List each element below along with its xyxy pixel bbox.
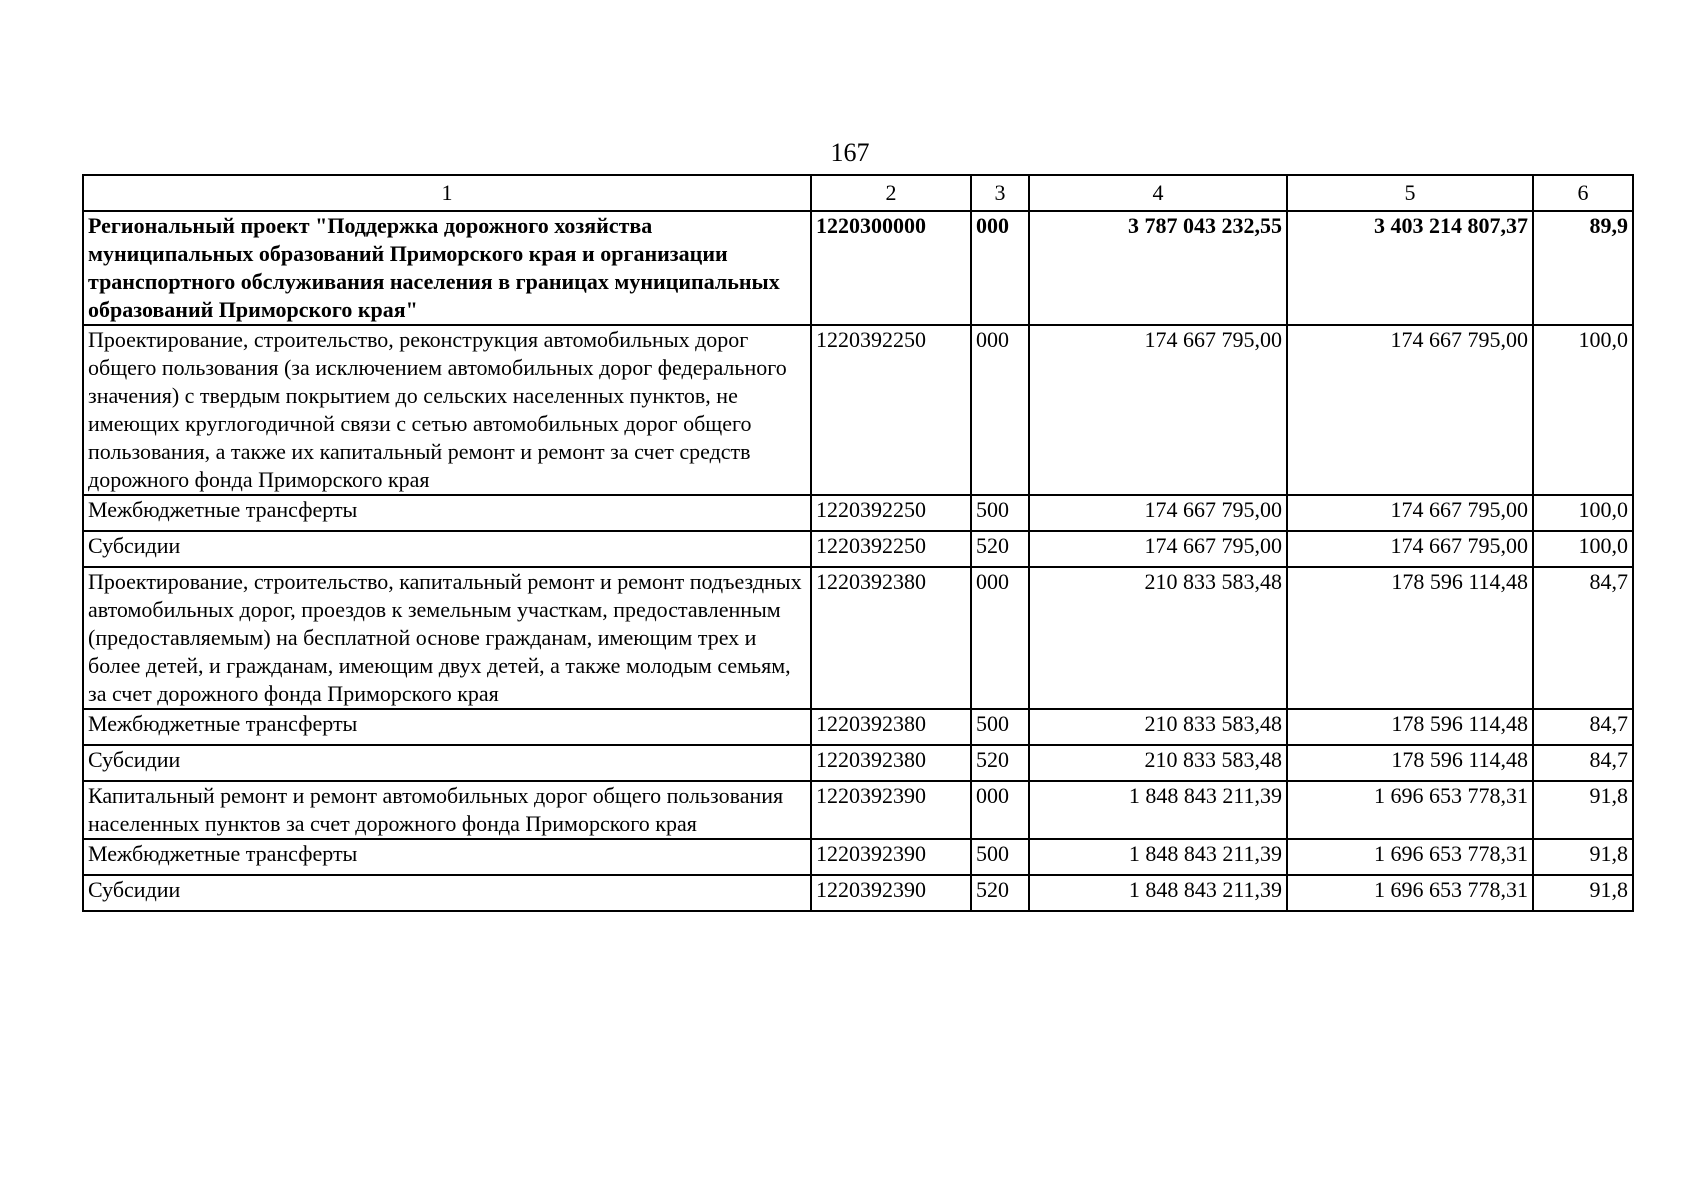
item-name: Межбюджетные трансферты (83, 709, 811, 745)
table-row (83, 839, 1633, 875)
page-number: 167 (830, 138, 870, 167)
expense-type-code: 000 (971, 781, 1029, 839)
expense-type-code: 000 (971, 567, 1029, 709)
actual-amount: 3 403 214 807,37 (1287, 211, 1533, 325)
planned-amount: 1 848 843 211,39 (1029, 781, 1287, 839)
expense-type-code: 500 (971, 839, 1029, 875)
expense-type-code: 500 (971, 495, 1029, 531)
expense-type-code: 520 (971, 745, 1029, 781)
target-article-code: 1220392380 (811, 567, 971, 709)
table-row (83, 211, 1633, 325)
target-article-code: 1220392390 (811, 781, 971, 839)
table-body (83, 175, 1633, 911)
execution-percent: 100,0 (1533, 531, 1633, 567)
execution-percent: 100,0 (1533, 325, 1633, 495)
execution-percent: 84,7 (1533, 745, 1633, 781)
execution-percent: 91,8 (1533, 839, 1633, 875)
actual-amount: 174 667 795,00 (1287, 325, 1533, 495)
column-number-row (83, 175, 1633, 211)
expense-type-code: 520 (971, 875, 1029, 911)
table-row (83, 875, 1633, 911)
execution-percent: 91,8 (1533, 875, 1633, 911)
item-name: Субсидии (83, 531, 811, 567)
target-article-code: 1220392380 (811, 745, 971, 781)
table-row (83, 495, 1633, 531)
item-name: Проектирование, строительство, реконструкция автомобильных дорог общего пользования (за исключением автомобильных дорог федерального значения) с твердым покрытием до сельских населенных пунктов, не имеющих круглогодичной связи с сетью автомобильных дорог общего пользования, а также их капитальный ремонт и ремонт за счет средств дорожного фонда Приморского края (83, 325, 811, 495)
target-article-code: 1220392250 (811, 495, 971, 531)
target-article-code: 1220300000 (811, 211, 971, 325)
execution-percent: 84,7 (1533, 709, 1633, 745)
target-article-code: 1220392250 (811, 325, 971, 495)
execution-percent: 100,0 (1533, 495, 1633, 531)
execution-percent: 89,9 (1533, 211, 1633, 325)
planned-amount: 210 833 583,48 (1029, 709, 1287, 745)
planned-amount: 210 833 583,48 (1029, 567, 1287, 709)
item-name: Проектирование, строительство, капитальный ремонт и ремонт подъездных автомобильных дорог, проездов к земельным участкам, предоставленным (предоставляемым) на бесплатной основе гражданам, имеющим трех и более детей, и гражданам, имеющим двух детей, а также молодым семьям, за счет дорожного фонда Приморского края (83, 567, 811, 709)
item-name: Региональный проект "Поддержка дорожного хозяйства муниципальных образований Приморского края и организации транспортного обслуживания населения в границах муниципальных образований Приморского края" (83, 211, 811, 325)
table-row (83, 709, 1633, 745)
target-article-code: 1220392390 (811, 875, 971, 911)
table-row (83, 531, 1633, 567)
item-name: Субсидии (83, 875, 811, 911)
actual-amount: 1 696 653 778,31 (1287, 839, 1533, 875)
item-name: Капитальный ремонт и ремонт автомобильных дорог общего пользования населенных пунктов за счет дорожного фонда Приморского края (83, 781, 811, 839)
column-number: 3 (971, 175, 1029, 211)
planned-amount: 1 848 843 211,39 (1029, 839, 1287, 875)
actual-amount: 1 696 653 778,31 (1287, 781, 1533, 839)
execution-percent: 84,7 (1533, 567, 1633, 709)
planned-amount: 3 787 043 232,55 (1029, 211, 1287, 325)
actual-amount: 174 667 795,00 (1287, 495, 1533, 531)
item-name: Субсидии (83, 745, 811, 781)
expense-type-code: 000 (971, 211, 1029, 325)
column-number: 6 (1533, 175, 1633, 211)
column-number: 5 (1287, 175, 1533, 211)
actual-amount: 174 667 795,00 (1287, 531, 1533, 567)
budget-table (82, 174, 1634, 912)
column-number: 4 (1029, 175, 1287, 211)
actual-amount: 1 696 653 778,31 (1287, 875, 1533, 911)
expense-type-code: 000 (971, 325, 1029, 495)
actual-amount: 178 596 114,48 (1287, 709, 1533, 745)
column-number: 1 (83, 175, 811, 211)
expense-type-code: 500 (971, 709, 1029, 745)
target-article-code: 1220392380 (811, 709, 971, 745)
actual-amount: 178 596 114,48 (1287, 745, 1533, 781)
table-row (83, 745, 1633, 781)
item-name: Межбюджетные трансферты (83, 495, 811, 531)
planned-amount: 174 667 795,00 (1029, 495, 1287, 531)
table-row (83, 781, 1633, 839)
column-number: 2 (811, 175, 971, 211)
table-row (83, 567, 1633, 709)
planned-amount: 210 833 583,48 (1029, 745, 1287, 781)
execution-percent: 91,8 (1533, 781, 1633, 839)
item-name: Межбюджетные трансферты (83, 839, 811, 875)
target-article-code: 1220392390 (811, 839, 971, 875)
actual-amount: 178 596 114,48 (1287, 567, 1533, 709)
expense-type-code: 520 (971, 531, 1029, 567)
planned-amount: 1 848 843 211,39 (1029, 875, 1287, 911)
planned-amount: 174 667 795,00 (1029, 531, 1287, 567)
planned-amount: 174 667 795,00 (1029, 325, 1287, 495)
target-article-code: 1220392250 (811, 531, 971, 567)
table-row (83, 325, 1633, 495)
